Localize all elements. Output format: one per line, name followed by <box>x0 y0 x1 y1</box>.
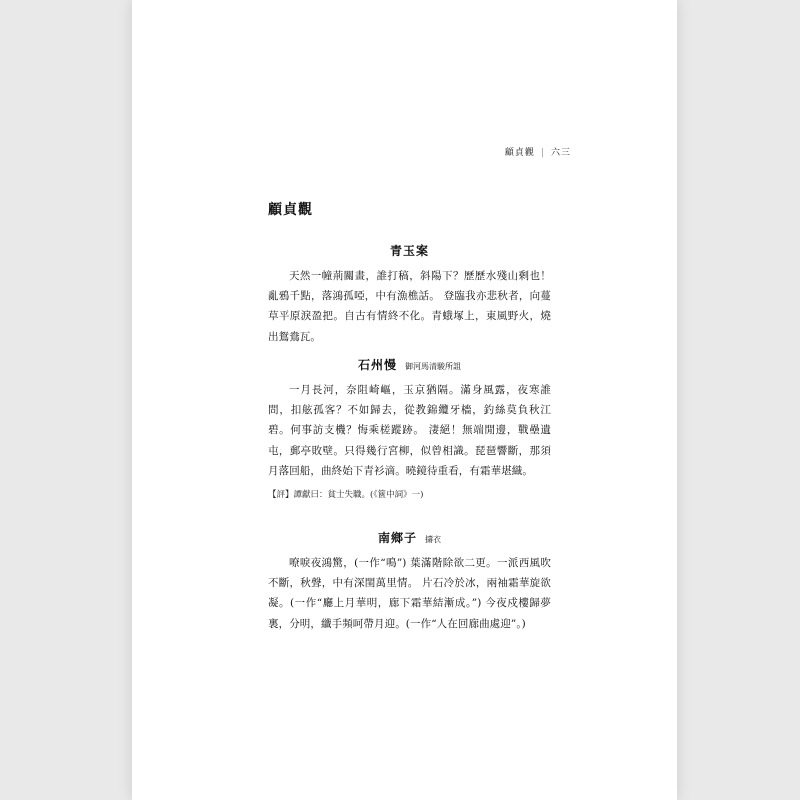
book-page <box>132 0 677 800</box>
header-separator: | <box>540 148 545 158</box>
poem-body-nanxiang: 嘹唳夜鴻驚，(一作“鳴”) 葉滿階除欲二更。一派西風吹不斷，秋聲，中有深閨萬里情。 片石冷於冰，兩袖霜華旋欲凝。(一作“廳上月華明，廊下霜華結漸成。”) 今夜戍樓歸夢裏，分明，纖手頻呵帶月迎。(一作“人在回廊曲處迎”。) <box>268 557 551 630</box>
running-header-title: 顧貞觀 <box>504 148 535 158</box>
poem-title-text: 石州慢 <box>357 358 397 372</box>
commentary-note: 【評】譚獻曰：貧士失職。(《篋中詞》一) <box>268 490 424 500</box>
poem-body-qingyuan: 天然一幢荊關畫，誰打稿，斜陽下？歷歷水殘山剩也！亂鴉千點，落鴻孤啞，中有漁樵話。 登臨我亦悲秋者，向蔓草平原淚盈把。自古有情終不化。青蛾塚上，東風野火，燒出鴛鴦瓦。 <box>268 270 551 343</box>
page-number: 六三 <box>550 148 571 158</box>
running-header <box>505 145 571 158</box>
poem-subtitle-note: 御河馬清駿所詛 <box>405 362 461 371</box>
chapter-title: 顧貞觀 <box>268 202 313 218</box>
poem-title-nanxiang <box>268 529 551 546</box>
poem-subtitle-note: 擣衣 <box>425 535 441 544</box>
poem-title-qingyuan <box>268 242 551 259</box>
poem-title-shizhou <box>268 356 551 373</box>
poem-title-text: 青玉案 <box>389 244 429 258</box>
poem-title-text: 南鄉子 <box>377 531 417 545</box>
poem-body-shizhou: 一月長河，奈阻崎嶇，玉京猶隔。滿身風露，夜寒誰問，扣舷孤客？不如歸去，從教錦纜牙檣，釣絲莫負秋江碧。何事訪支機？悔乘槎蹤跡。 淒絕！無端閒邊，戰壘遺屯，郵亭敗壁。只得幾行宮柳，似曾相識。琵琶響斷，那須月落回船，曲終始下青衫滴。曉鏡待重看，有霜華堪織。 <box>268 384 551 477</box>
